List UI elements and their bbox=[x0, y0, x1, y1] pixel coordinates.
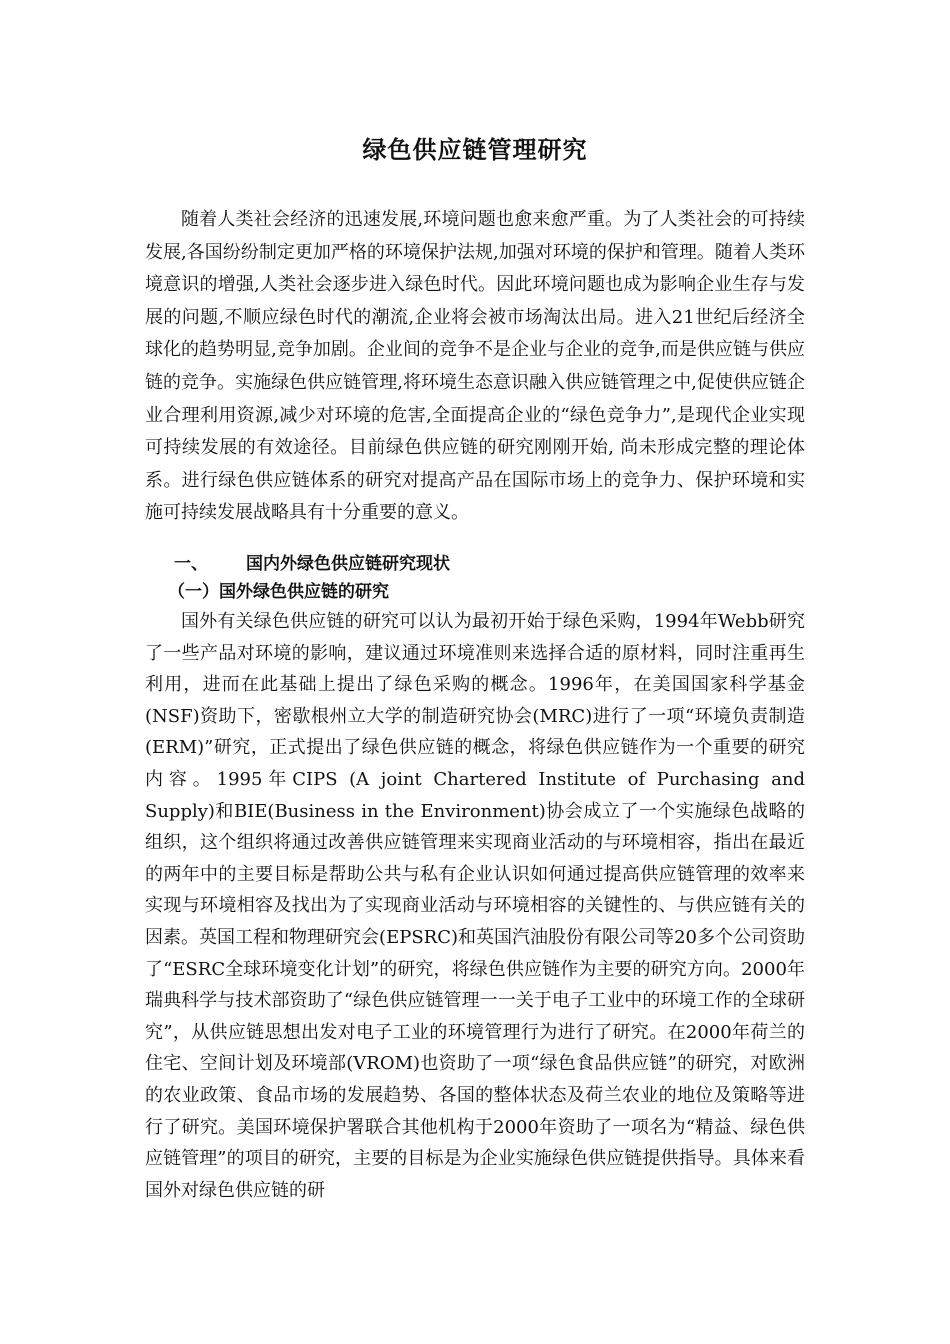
body-paragraph: 国外有关绿色供应链的研究可以认为最初开始于绿色采购，1994年Webb研究了一些产品对环境的影响，建议通过环境准则来选择合适的原材料，同时注重再生利用，进而在此基础上提出了绿色采购的概念。1996年，在美国国家科学基金 (NSF)资助下，密歇根州立大学的制造研究协会(MRC)进行了一项“环境负责制造(ERM)”研究，正式提出了绿色供应链的概念，将绿色供应链作为一个重要的研究内容。1995年CIPS (A joint Chartered Institute of Purchasing and Supply)和BIE(Business in the Environment)协会成立了一个实施绿色战略的组织，这个组织将通过改善供应链管理来实现商业活动的与环境相容，指出在最近的两年中的主要目标是帮助公共与私有企业认识如何通过提高供应链管理的效率来实现与环境相容及找出为了实现商业活动与环境相容的关键性的、与供应链有关的因素。英国工程和物理研究会(EPSRC)和英国汽油股份有限公司等20多个公司资助了“ESRC全球环境变化计划”的研究，将绿色供应链作为主要的研究方向。2000年瑞典科学与技术部资助了“绿色供应链管理一一关于电子工业中的环境工作的全球研究”，从供应链思想出发对电子工业的环境管理行为进行了研究。在2000年荷兰的住宅、空间计划及环境部(VROM)也资助了一项“绿色食品供应链”的研究，对欧洲的农业政策、食品市场的发展趋势、各国的整体状态及荷兰农业的地位及策略等进行了研究。美国环境保护署联合其他机构于2000年资助了一项名为“精益、绿色供应链管理”的项目的研究，主要的目标是为企业实施绿色供应链提供指导。具体来看国外对绿色供应链的研 bbox=[145, 611, 805, 1201]
document-title: 绿色供应链管理研究 bbox=[362, 136, 588, 164]
intro-paragraph: 随着人类社会经济的迅速发展,环境问题也愈来愈严重。为了人类社会的可持续发展,各国纷纷制定更加严格的环境保护法规,加强对环境的保护和管理。随着人类环境意识的增强,人类社会逐步进入绿色时代。因此环境问题也成为影响企业生存与发展的问题,不顺应绿色时代的潮流,企业将会被市场淘汰出局。进入21世纪后经济全球化的趋势明显,竞争加剧。企业间的竞争不是企业与企业的竞争,而是供应链与供应链的竞争。实施绿色供应链管理,将环境生态意识融入供应链管理之中,促使供应链企业合理利用资源,减少对环境的危害,全面提高企业的“绿色竞争力”,是现代企业实现可持续发展的有效途径。目前绿色供应链的研究刚刚开始, 尚未形成完整的理论体系。进行绿色供应链体系的研究对提高产品在国际市场上的竞争力、保护环境和实施可持续发展战略具有十分重要的意义。 bbox=[145, 209, 805, 524]
section-number: 一、 bbox=[174, 554, 208, 574]
section-heading bbox=[174, 550, 814, 578]
section-title: 国内外绿色供应链研究现状 bbox=[246, 554, 450, 574]
subsection-heading: （一）国外绿色供应链的研究 bbox=[168, 582, 389, 602]
